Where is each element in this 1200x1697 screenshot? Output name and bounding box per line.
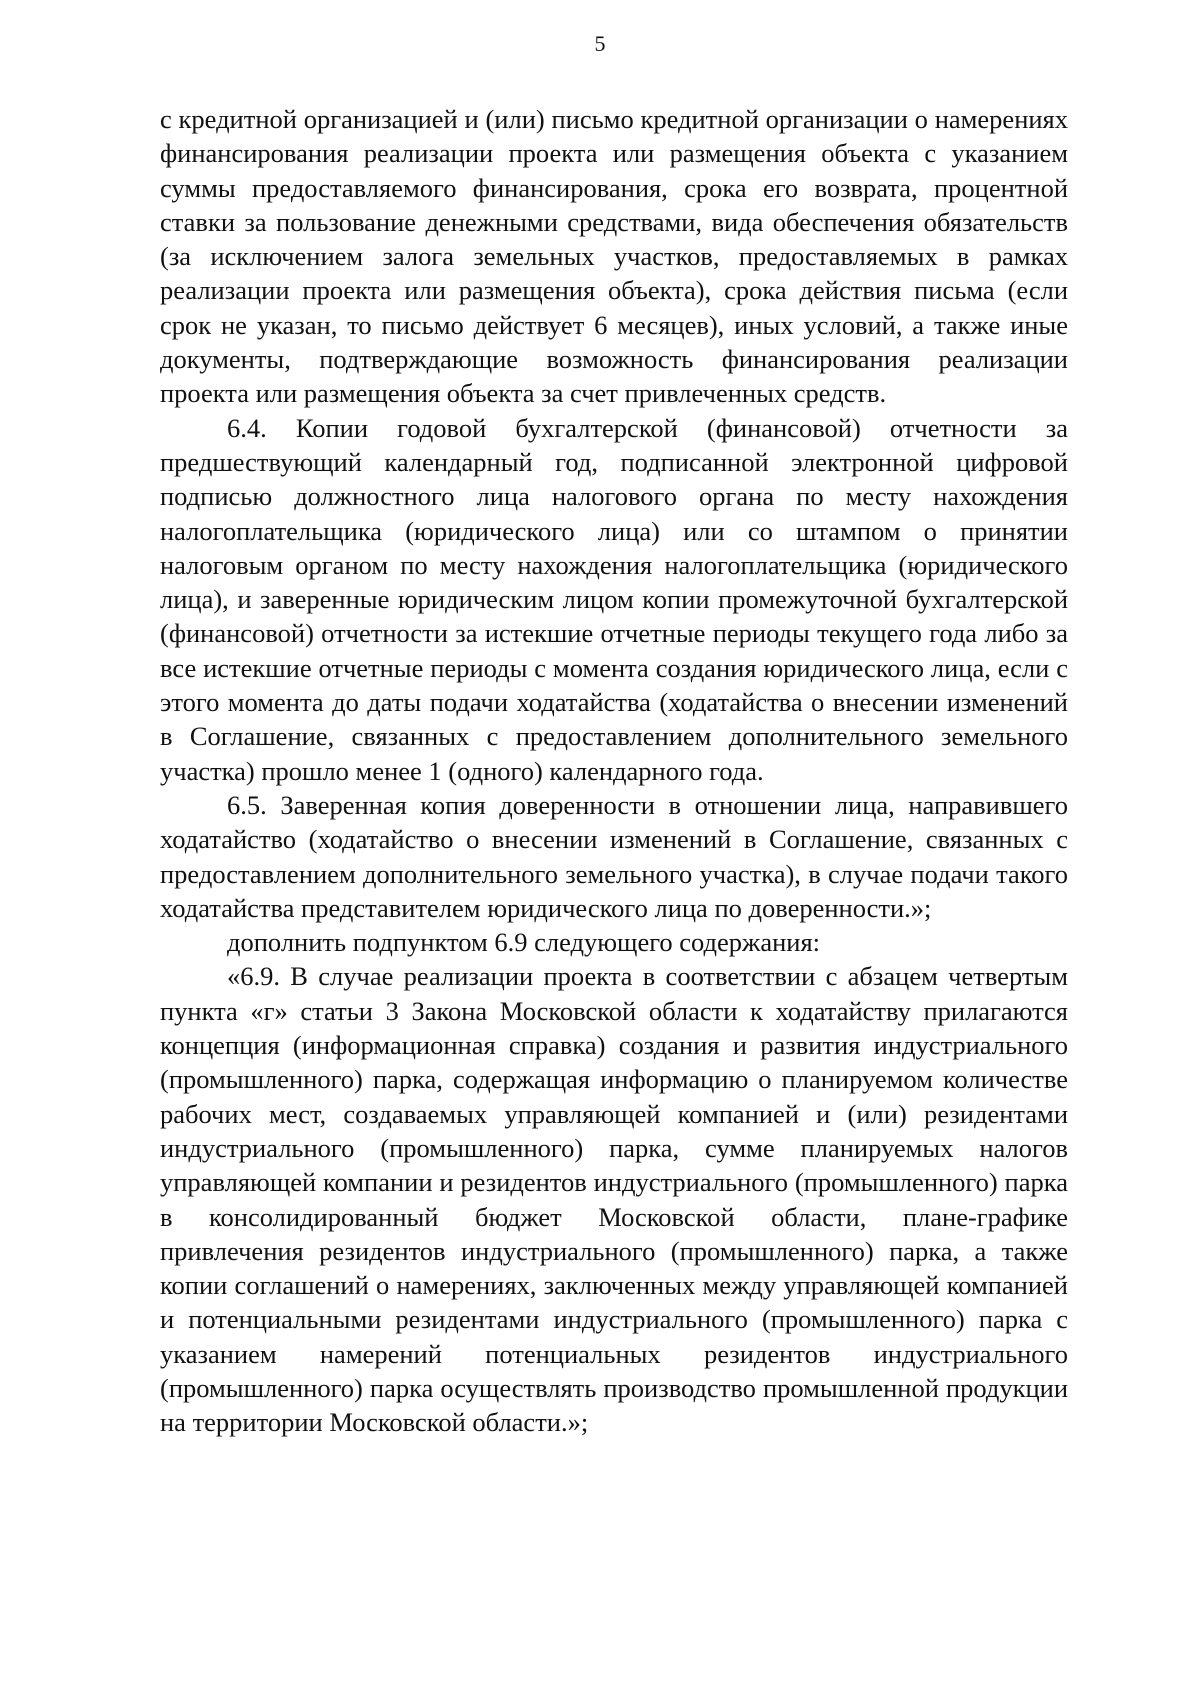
paragraph-6-5: 6.5. Заверенная копия доверенности в отношении лица, направившего ходатайство (ходатайство о внесении изменений в Соглашение, связанных с предоставлением дополнительного земельного участка), в случае подачи такого ходатайства представителем юридического лица по доверенности.»; xyxy=(160,789,1068,923)
page-number: 5 xyxy=(594,31,606,56)
paragraph-6-4: 6.4. Копии годовой бухгалтерской (финансовой) отчетности за предшествующий календарный год, подписанной электронной цифровой подписью должностного лица налогового органа по месту нахождения налогоплательщика (юридического лица) или со штампом о принятии налоговым органом по месту нахождения налогоплательщика (юридического лица), и заверенные юридическим лицом копии промежуточной бухгалтерской (финансовой) отчетности за истекшие отчетные периоды текущего года либо за все истекшие отчетные периоды с момента создания юридического лица, если с этого момента до даты подачи ходатайства (ходатайства о внесении изменений в Соглашение, связанных с предоставлением дополнительного земельного участка) прошло менее 1 (одного) календарного года. xyxy=(160,412,1068,786)
paragraph-continuation: с кредитной организацией и (или) письмо кредитной организации о намерениях финансирования реализации проекта или размещения объекта с указанием суммы предоставляемого финансирования, срока его возврата, процентной ставки за пользование денежными средствами, вида обеспечения обязательств (за исключением залога земельных участков, предоставляемых в рамках реализации проекта или размещения объекта), срока действия письма (если срок не указан, то письмо действует 6 месяцев), иных условий, а также иные документы, подтверждающие возможность финансирования реализации проекта или размещения объекта за счет привлеченных средств. xyxy=(160,104,1068,409)
paragraph-6-9: «6.9. В случае реализации проекта в соответствии с абзацем четвертым пункта «г» статьи 3 Закона Московской области к ходатайству прилагаются концепция (информационная справка) создания и развития индустриального (промышленного) парка, содержащая информацию о планируемом количестве рабочих мест, создаваемых управляющей компанией и (или) резидентами индустриального (промышленного) парка, сумме планируемых налогов управляющей компании и резидентов индустриального (промышленного) парка в консолидированный бюджет Московской области, плане-графике привлечения резидентов индустриального (промышленного) парка, а также копии соглашений о намерениях, заключенных между управляющей компанией и потенциальными резидентами индустриального (промышленного) парка с указанием намерений потенциальных резидентов индустриального (промышленного) парка осуществлять производство промышленной продукции на территории Московской области.»; xyxy=(160,961,1068,1438)
paragraph-amendment-intro: дополнить подпунктом 6.9 следующего содержания: xyxy=(227,927,821,958)
document-body xyxy=(160,102,1068,1440)
